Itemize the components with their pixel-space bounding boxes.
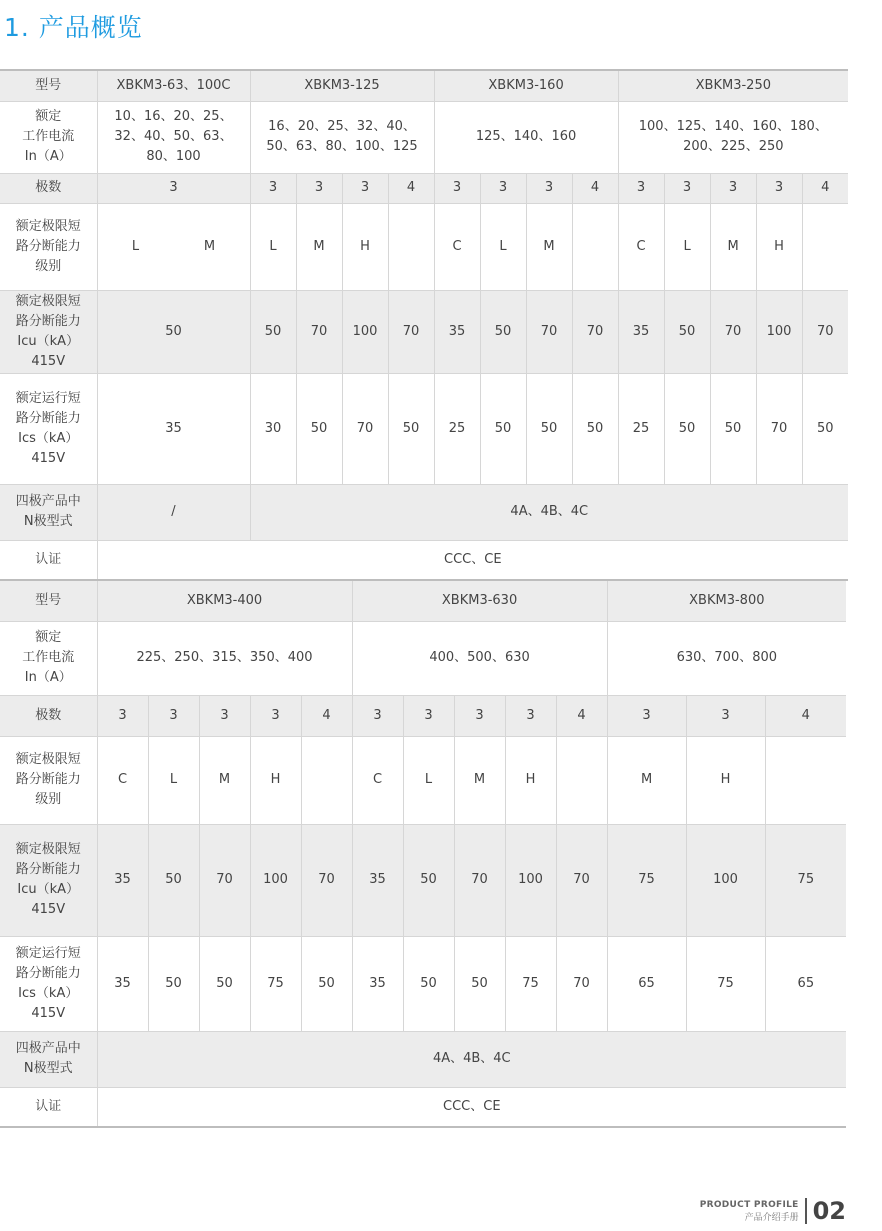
icu-cell: 35 bbox=[434, 290, 480, 373]
icu-cell: 50 bbox=[148, 824, 199, 936]
poles-cell: 3 bbox=[97, 695, 148, 736]
ics-cell: 50 bbox=[454, 936, 505, 1031]
ics-cell: 50 bbox=[572, 373, 618, 484]
ics-cell: 65 bbox=[765, 936, 846, 1031]
current-cell: 225、250、315、350、400 bbox=[97, 621, 352, 695]
icu-cell: 70 bbox=[572, 290, 618, 373]
breaking-class-cell bbox=[802, 203, 848, 290]
icu-cell: 50 bbox=[97, 290, 250, 373]
icu-cell: 100 bbox=[686, 824, 765, 936]
icu-cell: 75 bbox=[607, 824, 686, 936]
model-label: 型号 bbox=[0, 70, 97, 101]
icu-cell: 35 bbox=[352, 824, 403, 936]
ics-cell: 50 bbox=[148, 936, 199, 1031]
breaking-class-cell: L bbox=[403, 736, 454, 824]
breaking-class-cell: M bbox=[454, 736, 505, 824]
certification-row bbox=[0, 540, 848, 580]
breaking-class-cell: M bbox=[526, 203, 572, 290]
current-row bbox=[0, 101, 848, 173]
icu-cell: 75 bbox=[765, 824, 846, 936]
ics-cell: 75 bbox=[686, 936, 765, 1031]
n-pole-cell: 4A、4B、4C bbox=[97, 1031, 846, 1087]
ics-label: 额定运行短 路分断能力 Ics（kA） 415V bbox=[0, 936, 97, 1031]
model-cell: XBKM3-63、100C bbox=[97, 70, 250, 101]
certification-row bbox=[0, 1087, 846, 1127]
poles-cell: 3 bbox=[710, 173, 756, 203]
breaking-class-label: 额定极限短 路分断能力 级别 bbox=[0, 203, 97, 290]
current-label: 额定 工作电流 In（A） bbox=[0, 621, 97, 695]
poles-cell: 3 bbox=[97, 173, 250, 203]
poles-row bbox=[0, 173, 848, 203]
icu-cell: 100 bbox=[250, 824, 301, 936]
ics-row bbox=[0, 936, 846, 1031]
ics-cell: 75 bbox=[250, 936, 301, 1031]
certification-cell: CCC、CE bbox=[97, 540, 848, 580]
ics-cell: 50 bbox=[301, 936, 352, 1031]
ics-cell: 70 bbox=[756, 373, 802, 484]
breaking-class-row bbox=[0, 736, 846, 824]
page-footer bbox=[700, 1197, 846, 1225]
ics-cell: 75 bbox=[505, 936, 556, 1031]
ics-cell: 70 bbox=[342, 373, 388, 484]
poles-cell: 4 bbox=[388, 173, 434, 203]
poles-cell: 4 bbox=[556, 695, 607, 736]
n-pole-label: 四极产品中 N极型式 bbox=[0, 1031, 97, 1087]
n-pole-row bbox=[0, 1031, 846, 1087]
model-cell: XBKM3-400 bbox=[97, 580, 352, 621]
ics-cell: 35 bbox=[97, 936, 148, 1031]
breaking-class-cell bbox=[765, 736, 846, 824]
icu-cell: 70 bbox=[526, 290, 572, 373]
ics-cell: 50 bbox=[388, 373, 434, 484]
icu-row bbox=[0, 824, 846, 936]
model-cell: XBKM3-800 bbox=[607, 580, 846, 621]
ics-cell: 50 bbox=[403, 936, 454, 1031]
breaking-class-cell bbox=[97, 203, 250, 290]
poles-cell: 3 bbox=[434, 173, 480, 203]
footer-divider bbox=[805, 1198, 807, 1224]
breaking-class-cell: H bbox=[756, 203, 802, 290]
page-number: 02 bbox=[812, 1197, 846, 1225]
model-cell: XBKM3-125 bbox=[250, 70, 434, 101]
poles-cell: 3 bbox=[607, 695, 686, 736]
ics-cell: 50 bbox=[802, 373, 848, 484]
poles-cell: 3 bbox=[686, 695, 765, 736]
poles-cell: 4 bbox=[765, 695, 846, 736]
icu-cell: 35 bbox=[618, 290, 664, 373]
ics-cell: 70 bbox=[556, 936, 607, 1031]
poles-cell: 3 bbox=[664, 173, 710, 203]
breaking-class-cell bbox=[556, 736, 607, 824]
poles-cell: 4 bbox=[572, 173, 618, 203]
poles-cell: 3 bbox=[352, 695, 403, 736]
poles-cell: 3 bbox=[454, 695, 505, 736]
current-cell: 400、500、630 bbox=[352, 621, 607, 695]
poles-cell: 3 bbox=[618, 173, 664, 203]
breaking-class-cell: H bbox=[342, 203, 388, 290]
model-cell: XBKM3-630 bbox=[352, 580, 607, 621]
icu-cell: 35 bbox=[97, 824, 148, 936]
model-cell: XBKM3-250 bbox=[618, 70, 848, 101]
ics-cell: 65 bbox=[607, 936, 686, 1031]
model-cell: XBKM3-160 bbox=[434, 70, 618, 101]
icu-cell: 50 bbox=[403, 824, 454, 936]
current-row bbox=[0, 621, 846, 695]
poles-cell: 4 bbox=[301, 695, 352, 736]
ics-cell: 50 bbox=[480, 373, 526, 484]
poles-cell: 4 bbox=[802, 173, 848, 203]
poles-cell: 3 bbox=[296, 173, 342, 203]
breaking-class-cell: C bbox=[352, 736, 403, 824]
poles-row bbox=[0, 695, 846, 736]
breaking-class-cell: M bbox=[296, 203, 342, 290]
poles-cell: 3 bbox=[403, 695, 454, 736]
model-row bbox=[0, 580, 846, 621]
current-cell: 630、700、800 bbox=[607, 621, 846, 695]
breaking-class-label: 额定极限短 路分断能力 级别 bbox=[0, 736, 97, 824]
certification-cell: CCC、CE bbox=[97, 1087, 846, 1127]
poles-cell: 3 bbox=[250, 695, 301, 736]
icu-label: 额定极限短 路分断能力 Icu（kA） 415V bbox=[0, 290, 97, 373]
icu-cell: 50 bbox=[480, 290, 526, 373]
icu-cell: 50 bbox=[250, 290, 296, 373]
icu-cell: 70 bbox=[802, 290, 848, 373]
poles-cell: 3 bbox=[505, 695, 556, 736]
breaking-class-cell: L bbox=[480, 203, 526, 290]
ics-cell: 35 bbox=[97, 373, 250, 484]
n-pole-label: 四极产品中 N极型式 bbox=[0, 484, 97, 540]
icu-label: 额定极限短 路分断能力 Icu（kA） 415V bbox=[0, 824, 97, 936]
poles-cell: 3 bbox=[526, 173, 572, 203]
poles-cell: 3 bbox=[756, 173, 802, 203]
breaking-class-cell: M bbox=[710, 203, 756, 290]
breaking-class-cell: L bbox=[664, 203, 710, 290]
ics-label: 额定运行短 路分断能力 Ics（kA） 415V bbox=[0, 373, 97, 484]
icu-cell: 70 bbox=[388, 290, 434, 373]
ics-cell: 50 bbox=[664, 373, 710, 484]
poles-cell: 3 bbox=[480, 173, 526, 203]
current-cell: 10、16、20、25、 32、40、50、63、 80、100 bbox=[97, 101, 250, 173]
ics-row bbox=[0, 373, 848, 484]
breaking-class-cell: C bbox=[97, 736, 148, 824]
icu-cell: 70 bbox=[296, 290, 342, 373]
breaking-class-cell: M bbox=[607, 736, 686, 824]
breaking-class-cell: H bbox=[686, 736, 765, 824]
icu-cell: 70 bbox=[710, 290, 756, 373]
current-cell: 125、140、160 bbox=[434, 101, 618, 173]
footer-title-cn: 产品介绍手册 bbox=[744, 1212, 799, 1223]
breaking-class-value: M bbox=[203, 238, 216, 254]
icu-row bbox=[0, 290, 848, 373]
spec-table-1 bbox=[0, 69, 848, 581]
ics-cell: 50 bbox=[526, 373, 572, 484]
ics-cell: 50 bbox=[199, 936, 250, 1031]
current-cell: 100、125、140、160、180、 200、225、250 bbox=[618, 101, 848, 173]
footer-title-en: PRODUCT PROFILE bbox=[699, 1199, 799, 1210]
spec-table-2 bbox=[0, 579, 846, 1128]
certification-label: 认证 bbox=[0, 540, 97, 580]
model-row bbox=[0, 70, 848, 101]
breaking-class-row bbox=[0, 203, 848, 290]
breaking-class-cell: C bbox=[618, 203, 664, 290]
icu-cell: 100 bbox=[342, 290, 388, 373]
poles-cell: 3 bbox=[148, 695, 199, 736]
poles-label: 极数 bbox=[0, 695, 97, 736]
page-heading: 1. 产品概览 bbox=[4, 13, 143, 42]
ics-cell: 25 bbox=[434, 373, 480, 484]
breaking-class-cell bbox=[388, 203, 434, 290]
icu-cell: 50 bbox=[664, 290, 710, 373]
poles-label: 极数 bbox=[0, 173, 97, 203]
breaking-class-cell: L bbox=[250, 203, 296, 290]
current-cell: 16、20、25、32、40、 50、63、80、100、125 bbox=[250, 101, 434, 173]
ics-cell: 35 bbox=[352, 936, 403, 1031]
breaking-class-value: L bbox=[131, 238, 140, 254]
icu-cell: 70 bbox=[199, 824, 250, 936]
footer-text bbox=[700, 1200, 799, 1223]
breaking-class-cell: H bbox=[250, 736, 301, 824]
breaking-class-cell bbox=[572, 203, 618, 290]
n-pole-row bbox=[0, 484, 848, 540]
icu-cell: 100 bbox=[505, 824, 556, 936]
icu-cell: 70 bbox=[556, 824, 607, 936]
poles-cell: 3 bbox=[250, 173, 296, 203]
ics-cell: 30 bbox=[250, 373, 296, 484]
icu-cell: 70 bbox=[454, 824, 505, 936]
model-label: 型号 bbox=[0, 580, 97, 621]
breaking-class-cell: H bbox=[505, 736, 556, 824]
ics-cell: 50 bbox=[296, 373, 342, 484]
poles-cell: 3 bbox=[199, 695, 250, 736]
breaking-class-cell: M bbox=[199, 736, 250, 824]
ics-cell: 25 bbox=[618, 373, 664, 484]
poles-cell: 3 bbox=[342, 173, 388, 203]
certification-label: 认证 bbox=[0, 1087, 97, 1127]
breaking-class-cell: C bbox=[434, 203, 480, 290]
icu-cell: 70 bbox=[301, 824, 352, 936]
breaking-class-cell: L bbox=[148, 736, 199, 824]
current-label: 额定 工作电流 In（A） bbox=[0, 101, 97, 173]
breaking-class-cell bbox=[301, 736, 352, 824]
ics-cell: 50 bbox=[710, 373, 756, 484]
n-pole-cell: 4A、4B、4C bbox=[250, 484, 848, 540]
n-pole-cell: / bbox=[97, 484, 250, 540]
icu-cell: 100 bbox=[756, 290, 802, 373]
